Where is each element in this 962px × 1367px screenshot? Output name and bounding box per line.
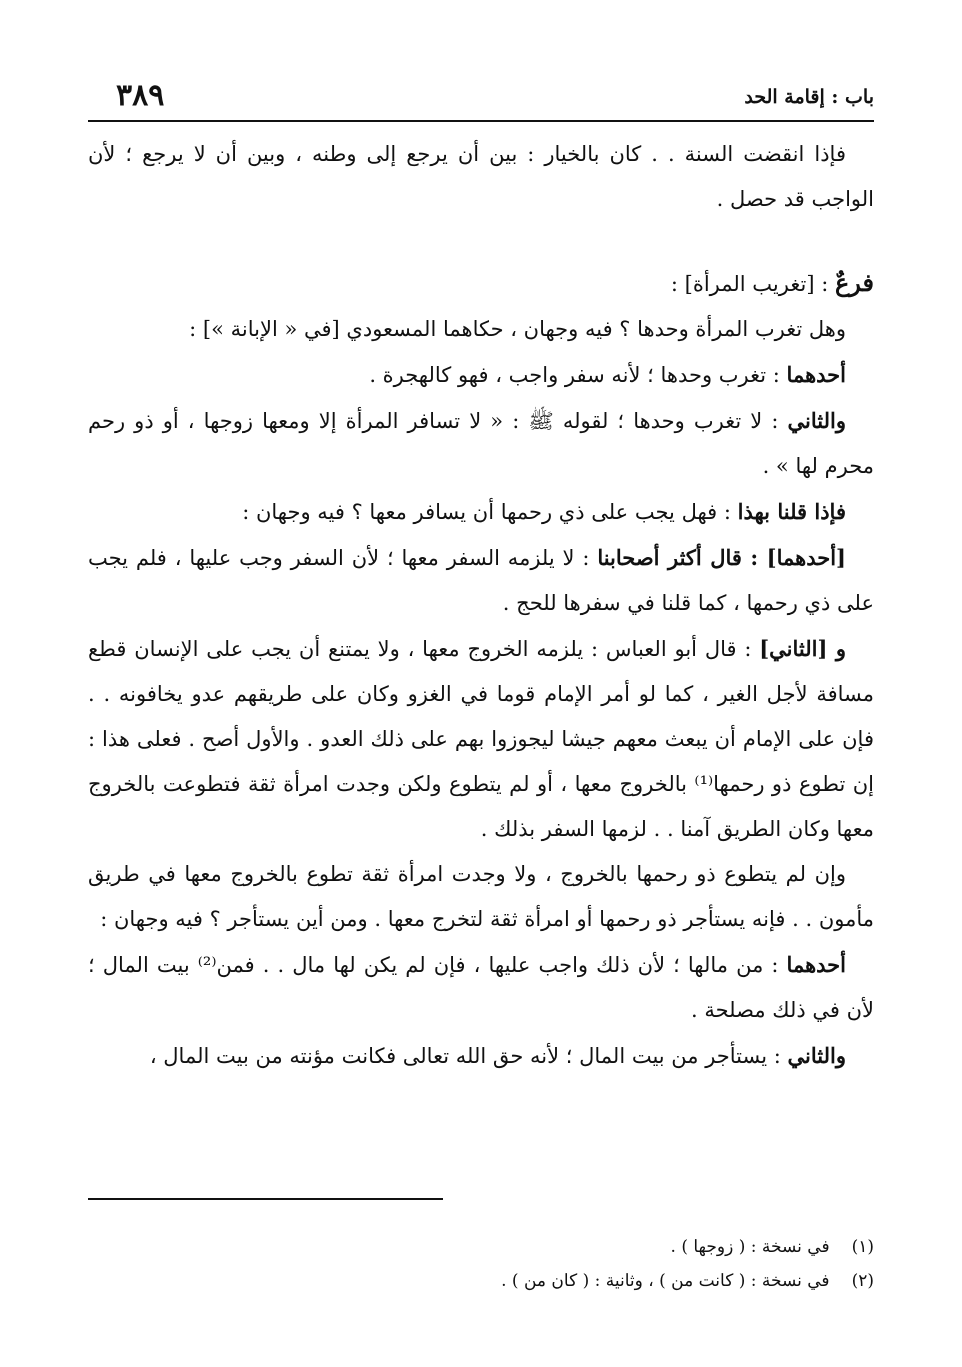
- paragraph-text: : فهل يجب على ذي رحمها أن يسافر معها ؟ فيه وجهان :: [242, 500, 738, 524]
- paragraph-lead: أحدهما: [786, 362, 846, 387]
- section-gap: [88, 222, 874, 260]
- paragraph-text: : من مالها ؛ لأن ذلك واجب عليها ، فإن لم يكن لها مال . . فمن⁽²⁾ بيت المال ؛ لأن في ذلك مصلحة .: [88, 953, 874, 1022]
- paragraph-text: : لا تغرب وحدها ؛ لقوله ﷺ : « لا تسافر المرأة إلا ومعها زوجها ، أو ذو رحم محرم لها » .: [88, 409, 874, 478]
- footnote-2: [88, 1264, 874, 1298]
- page-header: [88, 78, 874, 118]
- paragraph-3: [88, 307, 874, 352]
- footnote-text: في نسخة : ( زوجها ) .: [670, 1237, 830, 1257]
- footnote-divider: [88, 1198, 443, 1200]
- paragraph-lead: والثاني: [787, 1043, 846, 1068]
- paragraph-lead: و [الثاني]: [759, 636, 846, 661]
- header-divider: [88, 120, 874, 122]
- paragraph-5: [88, 398, 874, 489]
- paragraph-1: [88, 132, 874, 222]
- paragraph-text: : لا يلزمه السفر معها ؛ لأن السفر وجب عليها ، فلم يجب على ذي رحمها ، كما قلنا في سفرها للحج .: [88, 546, 874, 615]
- paragraph-lead: فإذا قلنا بهذا: [737, 499, 846, 524]
- paragraph-text: وهل تغرب المرأة وحدها ؟ فيه وجهان ، حكاهما المسعودي [في « الإبانة »] :: [189, 317, 846, 341]
- paragraph-6: [88, 489, 874, 535]
- section-heading: [88, 260, 874, 307]
- paragraph-text: : قال أبو العباس : يلزمه الخروج معها ، ولا يمتنع أن يجب على الإنسان قطع مسافة لأجل الغير ، كما لو أمر الإمام قوما في الغزو وكان على طريقهم عدو يخافونه . . فإن على الإمام أن يبعث معهم جيشا ليجوزوا بهم على ذلك العدو . والأول أصح . فعلى هذا : إن تطوع ذو رحمها⁽¹⁾ بالخروج معها ، أو لم يتطوع ولكن وجدت امرأة ثقة فتطوعت بالخروج معها وكان الطريق آمنا . . لزمها السفر بذلك .: [88, 637, 874, 841]
- chapter-title: باب : إقامة الحد: [744, 86, 874, 108]
- section-lead: فرعٌ: [834, 268, 874, 297]
- paragraph-text: : تغرب وحدها ؛ لأنه سفر واجب ، فهو كالهجرة .: [369, 363, 787, 387]
- main-text: [88, 132, 874, 1079]
- paragraph-text: وإن لم يتطوع ذو رحمها بالخروج ، ولا وجدت امرأة ثقة تطوع بالخروج معها في طريق مأمون . . فإنه يستأجر ذو رحمها أو امرأة ثقة لتخرج معها . ومن أين يستأجر ؟ فيه وجهان :: [88, 862, 874, 931]
- paragraph-9: [88, 852, 874, 942]
- paragraph-text: فإذا انقضت السنة . . كان بالخيار : بين أن يرجع إلى وطنه ، وبين أن لا يرجع ؛ لأن الواجب قد حصل .: [88, 142, 874, 211]
- paragraph-lead: [أحدهما] : قال أكثر أصحابنا: [597, 545, 846, 570]
- paragraph-4: [88, 352, 874, 398]
- paragraph-8: [88, 626, 874, 852]
- book-page: [88, 0, 874, 1367]
- paragraph-lead: والثاني: [787, 408, 846, 433]
- paragraph-11: [88, 1033, 874, 1079]
- footnote-text: في نسخة : ( كانت من ) ، وثانية : ( كان من ) .: [501, 1271, 830, 1291]
- paragraph-text: : يستأجر من بيت المال ؛ لأنه حق الله تعالى فكانت مؤنته من بيت المال ،: [149, 1044, 788, 1068]
- section-heading-text: : [تغريب المرأة] :: [670, 272, 835, 296]
- paragraph-lead: أحدهما: [786, 952, 846, 977]
- page-number: ٣٨٩: [116, 78, 165, 113]
- footnote-number: (٢): [851, 1271, 874, 1291]
- footnotes: [88, 1230, 874, 1298]
- paragraph-10: [88, 942, 874, 1033]
- footnote-1: [88, 1230, 874, 1264]
- footnote-number: (١): [851, 1237, 874, 1257]
- paragraph-7: [88, 535, 874, 626]
